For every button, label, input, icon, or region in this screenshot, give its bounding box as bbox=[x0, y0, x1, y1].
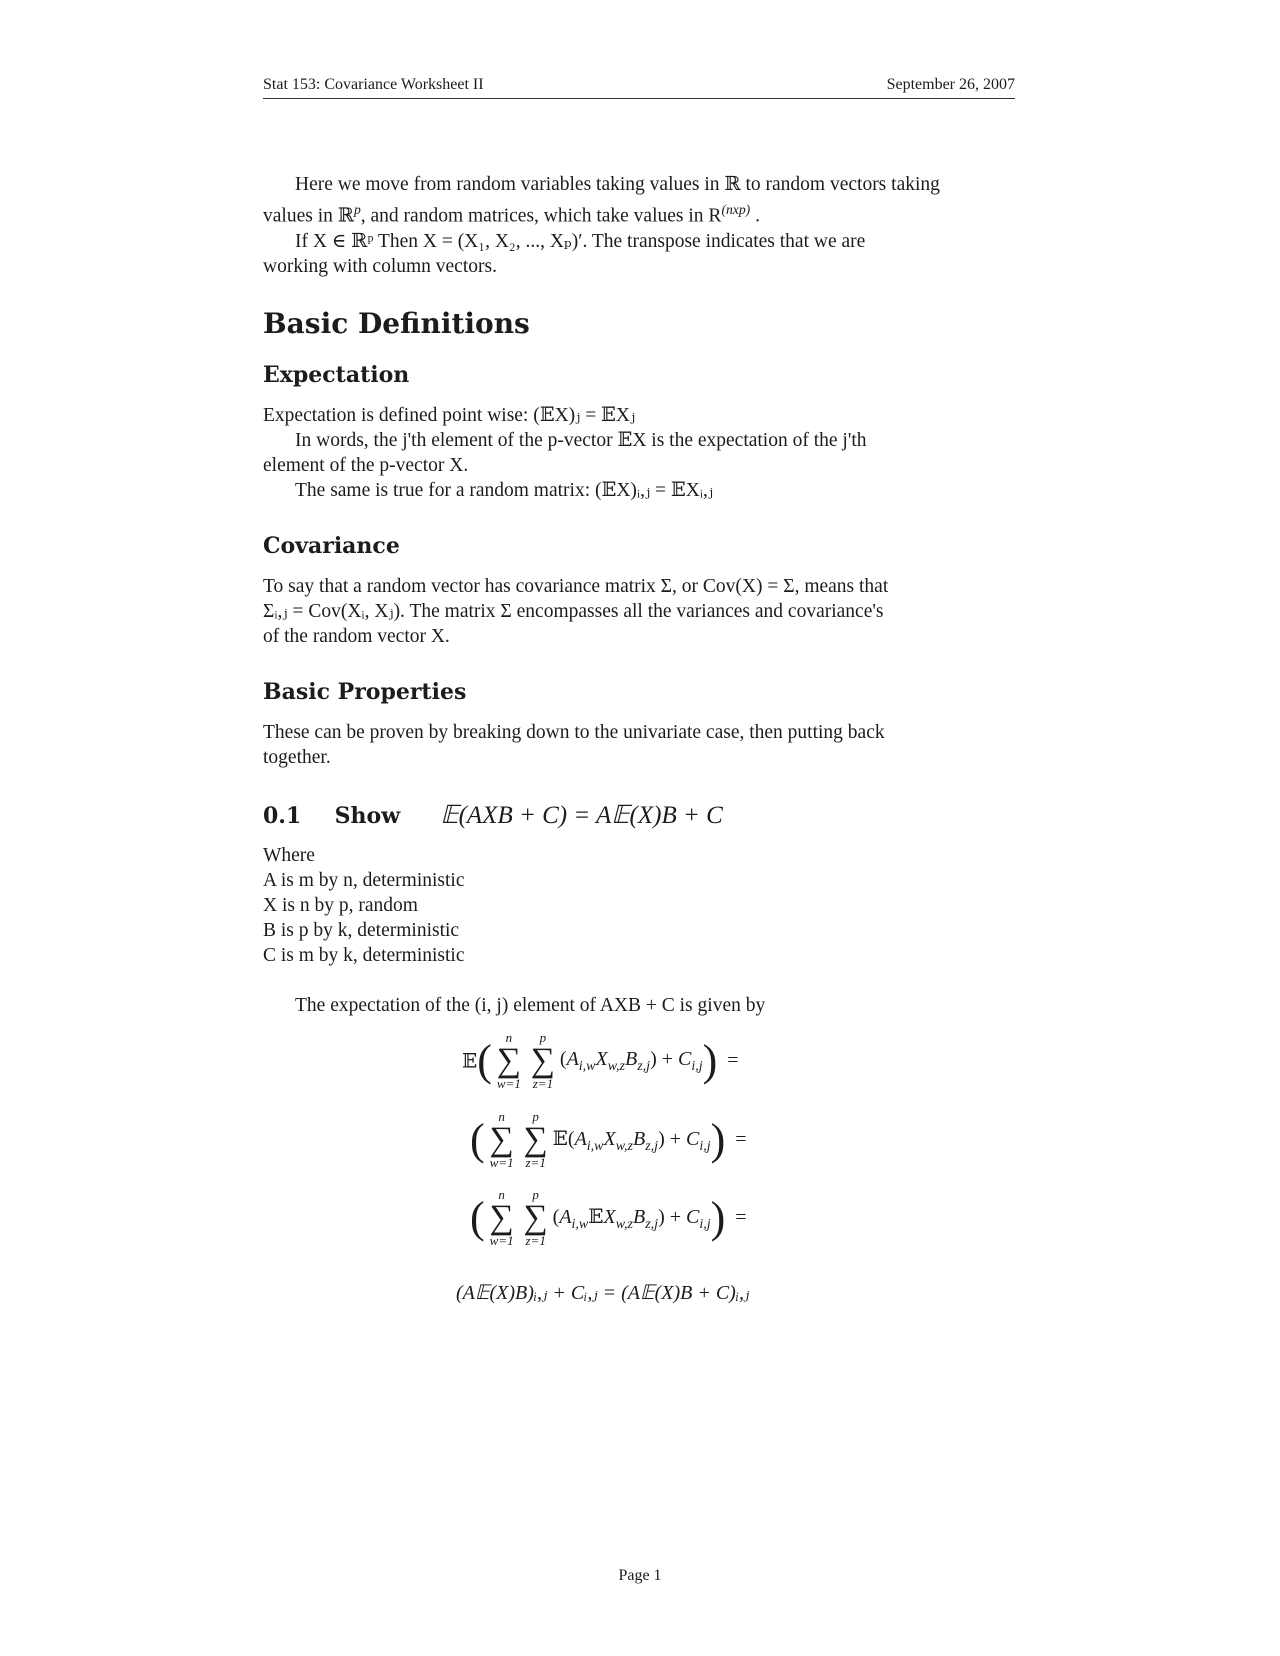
equation-3: ( n ∑ w=1 p ∑ z=1 $(A_{i,w}𝔼X_{w,z}B_{z,j}) + C_{i,j}$) = bbox=[470, 1187, 747, 1248]
expectation-title: Expectation bbox=[263, 362, 410, 388]
where-line: C is m by k, deterministic bbox=[263, 945, 465, 966]
intro-line-2: values in ℝ$^p$, and random matrices, which take values in $R^{(nxp)}$ . bbox=[263, 202, 760, 227]
covariance-line-3: of the random vector X. bbox=[263, 626, 450, 647]
sum-z: p ∑ z=1 bbox=[523, 1109, 548, 1170]
sum-w: n ∑ w=1 bbox=[489, 1187, 514, 1248]
running-header bbox=[263, 74, 1015, 99]
intro-line-1: Here we move from random variables taking values in ℝ to random vectors taking bbox=[295, 174, 940, 195]
sum-z: p ∑ z=1 bbox=[523, 1187, 548, 1248]
page-number: Page 1 bbox=[618, 1567, 662, 1584]
properties-line-1: These can be proven by breaking down to the univariate case, then putting back bbox=[263, 722, 885, 743]
sum-z: p ∑ z=1 bbox=[530, 1030, 556, 1091]
equation-final: (A𝔼(X)B)ᵢ,ⱼ + Cᵢ,ⱼ = (A𝔼(X)B + C)ᵢ,ⱼ bbox=[456, 1282, 750, 1304]
properties-title: Basic Properties bbox=[263, 679, 467, 705]
where-line: Where bbox=[263, 845, 315, 866]
intro-line-4: working with column vectors. bbox=[263, 255, 497, 277]
expectation-line-1: Expectation is defined point wise: (𝔼X)ⱼ = 𝔼Xⱼ bbox=[263, 405, 636, 426]
where-line: X is n by p, random bbox=[263, 895, 418, 916]
expectation-line-3: element of the p-vector X. bbox=[263, 455, 469, 476]
equation-1: 𝔼( n ∑ w=1 p ∑ z=1 $(A_{i,w}X_{w,z}B_{z,j}) + C_{i,j}$) = bbox=[462, 1030, 739, 1091]
show-label: Show bbox=[334, 803, 401, 829]
intro-paragraph bbox=[263, 172, 1015, 279]
sum-w: n ∑ w=1 bbox=[496, 1030, 522, 1091]
section-title: Basic Definitions bbox=[263, 307, 530, 340]
expectation-paragraph bbox=[263, 403, 1015, 503]
expectation-line-4: The same is true for a random matrix: (𝔼X)ᵢ,ⱼ = 𝔼Xᵢ,ⱼ bbox=[295, 480, 714, 501]
where-line: B is p by k, deterministic bbox=[263, 920, 460, 941]
covariance-title: Covariance bbox=[263, 533, 400, 559]
covariance-paragraph bbox=[263, 574, 1015, 649]
expectation-statement: The expectation of the (i, j) element of AXB + C is given by bbox=[295, 995, 766, 1016]
properties-paragraph bbox=[263, 720, 1015, 770]
header-title: Stat 153: Covariance Worksheet II bbox=[263, 76, 484, 93]
where-list bbox=[263, 843, 1015, 968]
sum-w: n ∑ w=1 bbox=[489, 1109, 514, 1170]
expectation-line-2: In words, the j'th element of the p-vector 𝔼X is the expectation of the j'th bbox=[295, 430, 867, 451]
intro-line-3: If X ∈ ℝᵖ Then X = (X₁, X₂, ..., Xₚ)′. The transpose indicates that we are bbox=[295, 230, 866, 252]
header-date: September 26, 2007 bbox=[886, 76, 1015, 93]
show-number: 0.1 bbox=[263, 803, 302, 829]
covariance-line-1: To say that a random vector has covariance matrix Σ, or Cov(X) = Σ, means that bbox=[263, 576, 889, 597]
covariance-line-2: Σᵢ,ⱼ = Cov(Xᵢ, Xⱼ). The matrix Σ encompasses all the variances and covariance's bbox=[263, 601, 884, 622]
show-formula: 𝔼(AXB + C) = A𝔼(X)B + C bbox=[440, 802, 723, 829]
equation-2: ( n ∑ w=1 p ∑ z=1 $𝔼(A_{i,w}X_{w,z}B_{z,j}) + C_{i,j}$) = bbox=[470, 1109, 747, 1170]
where-line: A is m by n, deterministic bbox=[263, 870, 465, 891]
show-heading bbox=[263, 800, 723, 830]
properties-line-2: together. bbox=[263, 747, 331, 768]
